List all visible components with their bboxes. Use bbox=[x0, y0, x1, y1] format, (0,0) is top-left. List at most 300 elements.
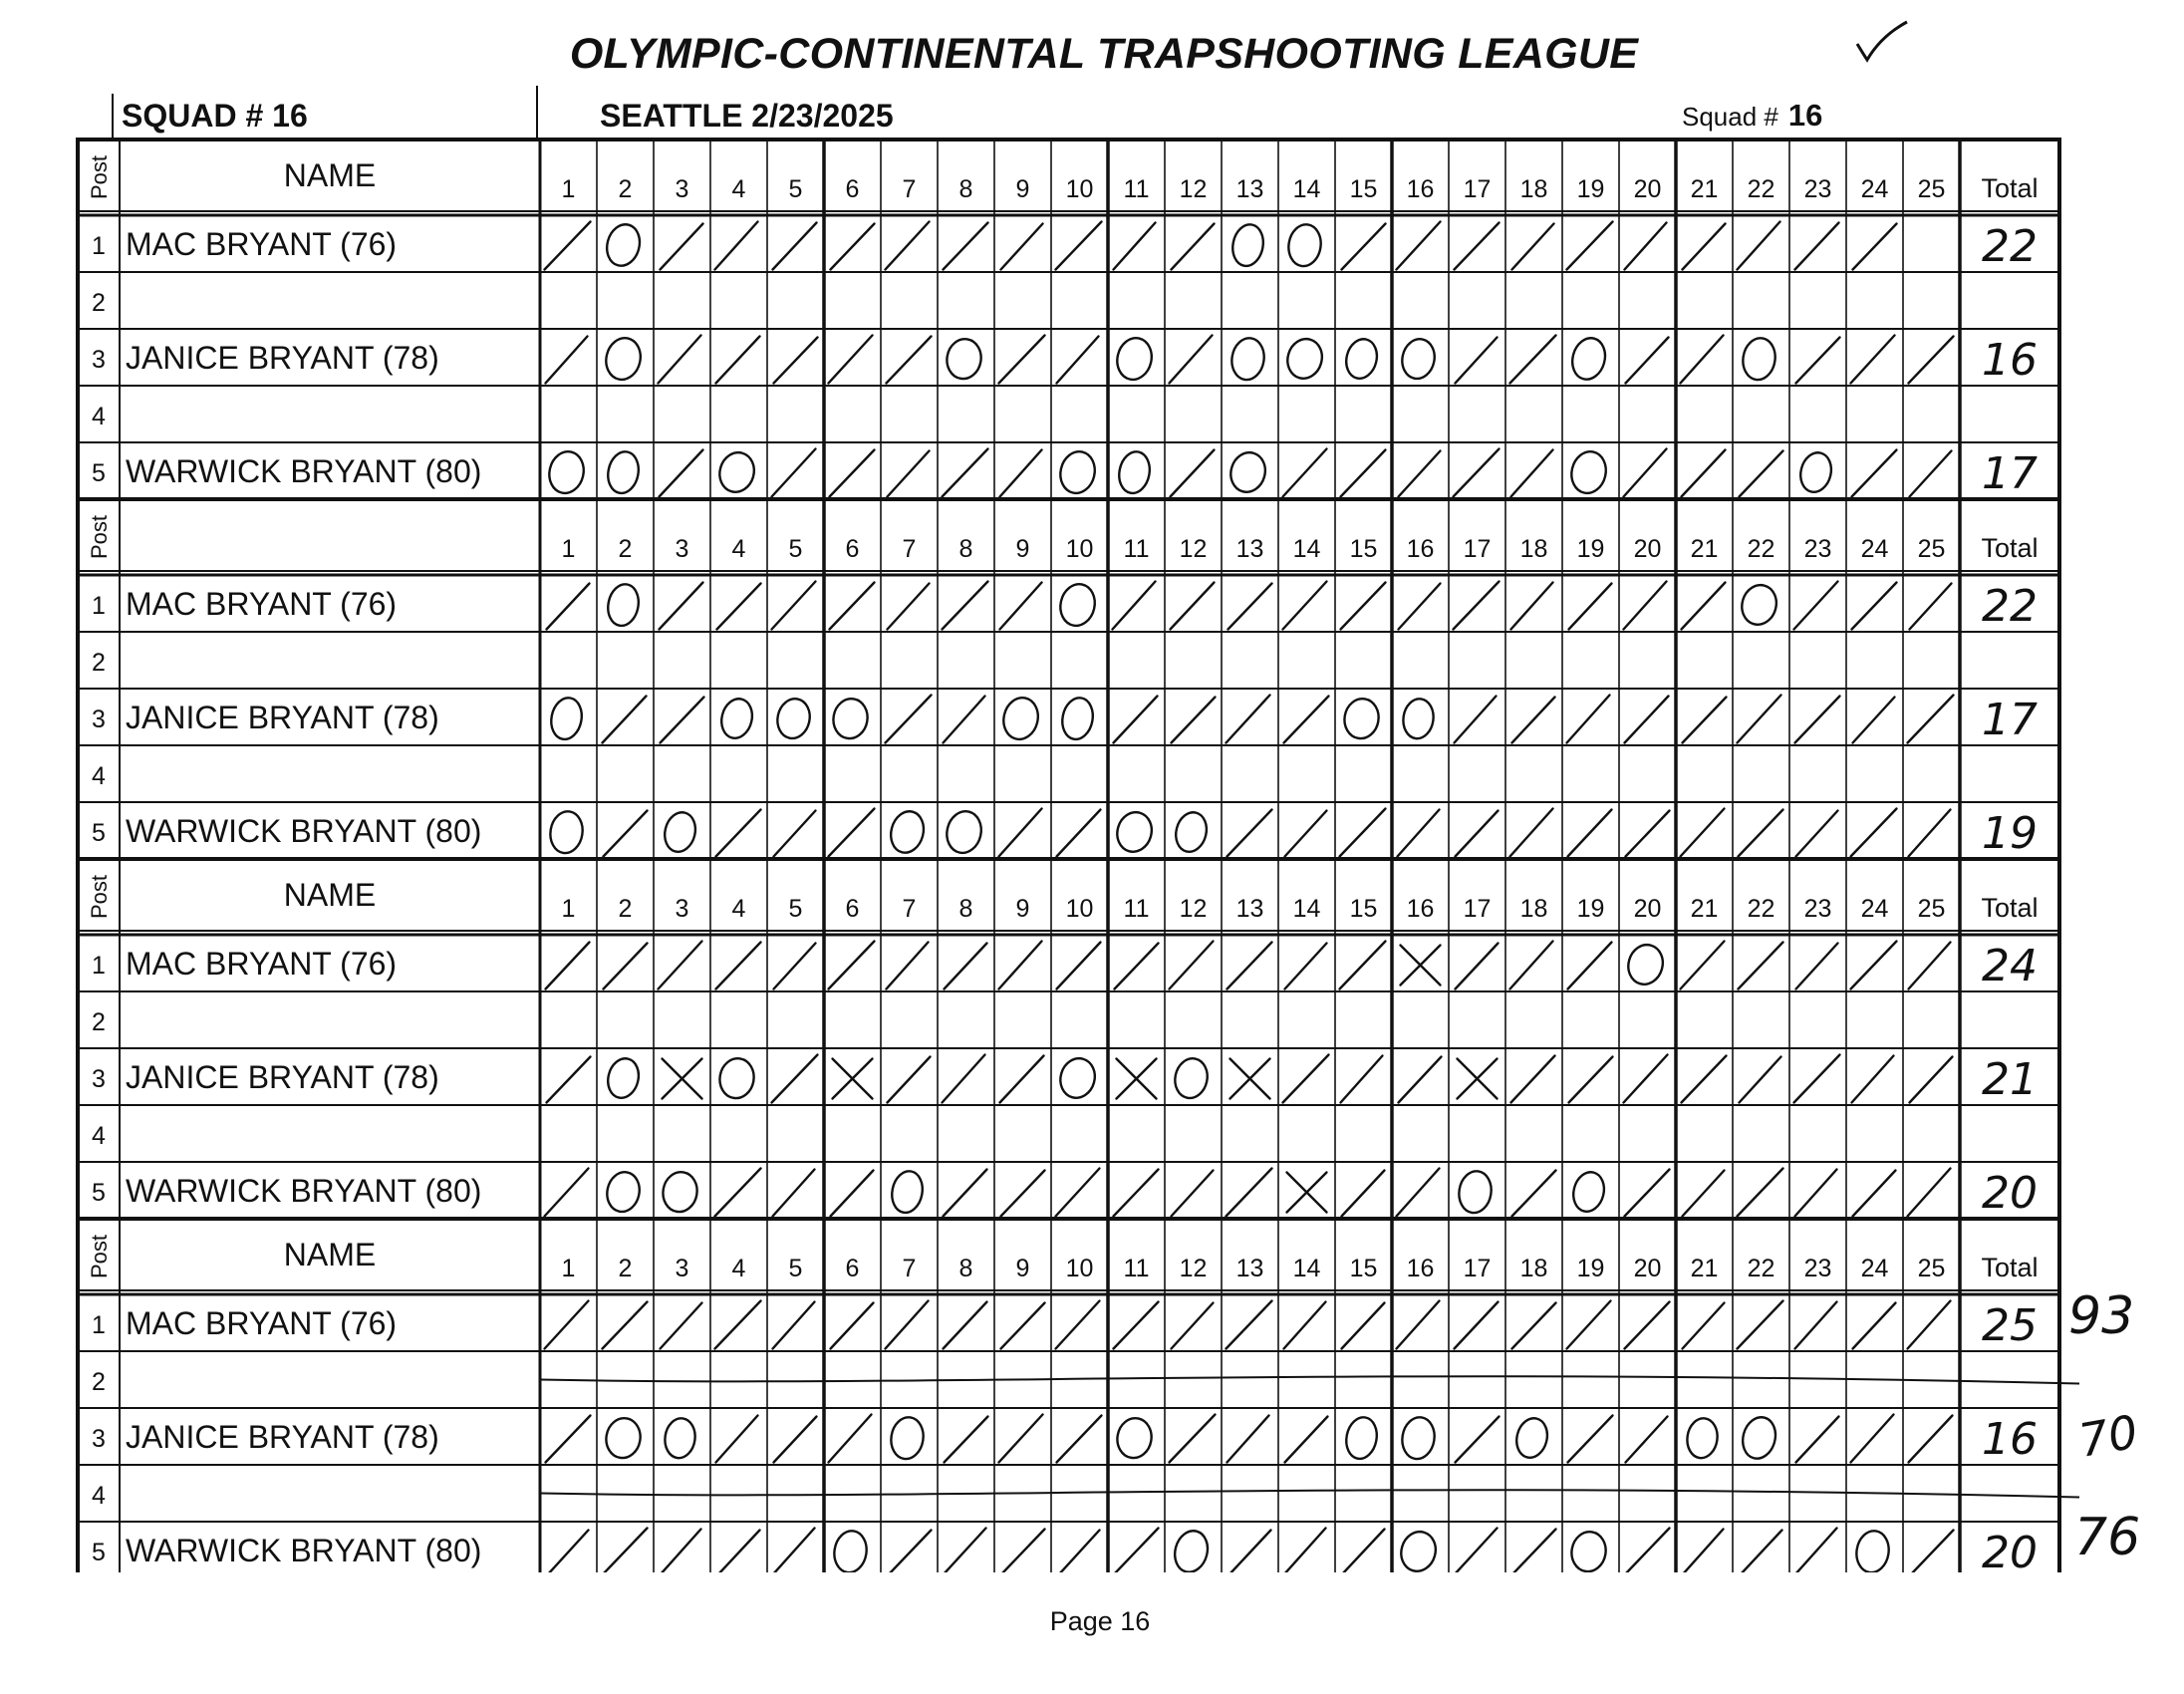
hit-mark bbox=[1795, 1170, 1837, 1217]
target-number: 12 bbox=[1179, 895, 1208, 923]
header-divider bbox=[112, 94, 114, 138]
target-number: 5 bbox=[788, 1255, 803, 1282]
target-number: 23 bbox=[1803, 1255, 1832, 1282]
hit-mark bbox=[1510, 809, 1553, 857]
hit-mark bbox=[886, 696, 932, 743]
target-number: 7 bbox=[902, 175, 917, 203]
hit-mark bbox=[1910, 1057, 1953, 1103]
hit-mark bbox=[716, 943, 761, 989]
target-number: 21 bbox=[1690, 895, 1719, 923]
target-number: 16 bbox=[1406, 175, 1435, 203]
hit-mark bbox=[1511, 1530, 1556, 1573]
round-total: 20 bbox=[1982, 1168, 2038, 1219]
hit-mark bbox=[1851, 809, 1897, 857]
hit-mark bbox=[1682, 450, 1726, 497]
hit-mark bbox=[829, 1415, 872, 1463]
hit-mark bbox=[1626, 338, 1669, 384]
hit-mark bbox=[1456, 811, 1499, 857]
hit-mark bbox=[1283, 582, 1327, 630]
miss-mark bbox=[943, 808, 985, 857]
target-number: 2 bbox=[618, 175, 633, 203]
hit-mark bbox=[1624, 1529, 1670, 1573]
hit-mark bbox=[1283, 449, 1327, 497]
hit-mark bbox=[829, 942, 875, 989]
round-block bbox=[78, 1219, 2079, 1572]
hit-mark bbox=[1113, 1529, 1159, 1573]
hit-mark bbox=[1909, 943, 1951, 989]
hit-mark bbox=[1170, 942, 1214, 989]
hit-mark bbox=[1909, 810, 1951, 857]
hit-mark bbox=[1567, 222, 1613, 270]
hit-mark bbox=[888, 584, 930, 630]
hit-mark bbox=[1057, 810, 1101, 857]
target-number: 21 bbox=[1690, 175, 1719, 203]
hit-mark bbox=[1568, 1416, 1613, 1463]
hit-mark bbox=[545, 1169, 589, 1217]
target-number: 15 bbox=[1349, 175, 1378, 203]
hit-mark bbox=[944, 697, 985, 743]
target-number: 4 bbox=[731, 535, 746, 563]
target-number: 9 bbox=[1015, 175, 1030, 203]
hit-mark bbox=[1738, 696, 1781, 743]
miss-mark bbox=[887, 808, 929, 857]
round-total: 24 bbox=[1982, 941, 2038, 991]
hit-mark bbox=[774, 944, 816, 989]
hit-mark bbox=[773, 223, 817, 270]
hit-mark bbox=[944, 1170, 987, 1217]
hit-mark bbox=[1172, 224, 1215, 270]
target-number: 5 bbox=[788, 535, 803, 563]
miss-mark bbox=[548, 696, 585, 742]
hit-mark bbox=[999, 942, 1042, 989]
hit-mark bbox=[1681, 336, 1724, 384]
target-number: 18 bbox=[1519, 895, 1548, 923]
hit-mark bbox=[1682, 583, 1726, 630]
target-number: 14 bbox=[1292, 175, 1321, 203]
miss-mark bbox=[944, 337, 983, 382]
hit-mark bbox=[1909, 1416, 1953, 1463]
hit-mark bbox=[547, 584, 590, 630]
hit-mark bbox=[1795, 223, 1839, 270]
round-total: 22 bbox=[1982, 221, 2038, 272]
shooter-name: JANICE BRYANT (78) bbox=[126, 700, 439, 735]
hit-mark bbox=[1625, 1170, 1670, 1217]
hit-mark bbox=[1795, 697, 1840, 743]
hit-mark bbox=[1341, 583, 1386, 630]
target-number: 23 bbox=[1803, 535, 1832, 563]
miss-mark bbox=[889, 1169, 926, 1216]
hit-mark bbox=[1114, 1170, 1159, 1217]
hit-mark bbox=[1397, 1169, 1440, 1217]
hit-mark bbox=[1056, 1301, 1100, 1349]
target-number: 6 bbox=[845, 535, 860, 563]
hit-mark bbox=[829, 809, 875, 857]
hit-mark bbox=[886, 222, 930, 270]
target-number: 25 bbox=[1917, 895, 1946, 923]
hit-mark bbox=[546, 1416, 591, 1463]
sheet-header bbox=[112, 86, 2064, 138]
hit-mark bbox=[1399, 451, 1441, 497]
hit-mark bbox=[830, 583, 875, 630]
hit-mark bbox=[1456, 338, 1498, 384]
target-number: 7 bbox=[902, 535, 917, 563]
target-number: 8 bbox=[958, 175, 973, 203]
hit-mark bbox=[1625, 697, 1669, 743]
hit-mark bbox=[1340, 942, 1386, 989]
miss-mark bbox=[1056, 448, 1099, 497]
target-number: 25 bbox=[1917, 175, 1946, 203]
round-total: 16 bbox=[1982, 1414, 2038, 1465]
hit-mark bbox=[1511, 450, 1553, 497]
squad-number-box bbox=[1682, 98, 1822, 134]
hit-mark bbox=[999, 1415, 1043, 1463]
hit-mark bbox=[830, 450, 875, 497]
hit-mark bbox=[1170, 336, 1213, 384]
target-number: 24 bbox=[1860, 895, 1889, 923]
post-header: Post bbox=[87, 514, 112, 560]
hit-mark bbox=[1000, 583, 1042, 630]
hit-mark bbox=[943, 582, 988, 630]
hit-mark bbox=[1568, 943, 1612, 989]
target-number: 6 bbox=[845, 175, 860, 203]
hit-mark bbox=[943, 1055, 985, 1103]
miss-mark bbox=[888, 1415, 926, 1461]
hit-mark bbox=[1626, 1417, 1668, 1463]
hit-mark bbox=[1056, 222, 1102, 270]
miss-mark bbox=[663, 1416, 697, 1460]
hit-mark bbox=[716, 337, 760, 384]
hit-mark bbox=[886, 1301, 929, 1349]
shooter-name: JANICE BRYANT (78) bbox=[126, 1059, 439, 1095]
page-number: Page 16 bbox=[1049, 1606, 1151, 1636]
hit-mark bbox=[831, 224, 875, 270]
target-number: 7 bbox=[902, 1255, 917, 1282]
target-number: 22 bbox=[1747, 175, 1775, 203]
post-number: 1 bbox=[92, 952, 106, 980]
hit-mark bbox=[1228, 943, 1272, 989]
hit-mark bbox=[1852, 450, 1897, 497]
hit-mark bbox=[603, 1302, 648, 1349]
target-number: 15 bbox=[1349, 1255, 1378, 1282]
target-number: 16 bbox=[1406, 535, 1435, 563]
post-number: 2 bbox=[92, 1008, 106, 1036]
hit-mark bbox=[772, 1529, 815, 1573]
hit-mark bbox=[1794, 1055, 1840, 1103]
post-number: 3 bbox=[92, 706, 106, 733]
target-number: 2 bbox=[618, 1255, 633, 1282]
hit-mark bbox=[1510, 942, 1553, 989]
post-number: 4 bbox=[92, 403, 106, 430]
hit-mark bbox=[1057, 943, 1101, 989]
hit-mark bbox=[1908, 696, 1954, 743]
hit-mark bbox=[1569, 1057, 1613, 1103]
hit-mark bbox=[1113, 582, 1156, 630]
hit-mark bbox=[1001, 1303, 1045, 1349]
hit-mark bbox=[774, 1417, 817, 1463]
target-number: 25 bbox=[1917, 1255, 1946, 1282]
hit-mark bbox=[829, 336, 873, 384]
hit-mark bbox=[1624, 582, 1667, 630]
hit-mark bbox=[1285, 811, 1327, 857]
hit-mark bbox=[1851, 942, 1897, 989]
hit-mark bbox=[1454, 449, 1500, 497]
hit-mark bbox=[999, 336, 1045, 384]
post-header: Post bbox=[87, 1234, 112, 1279]
shooter-name: MAC BRYANT (76) bbox=[126, 1305, 398, 1341]
post-number: 4 bbox=[92, 1482, 106, 1510]
target-number: 25 bbox=[1917, 535, 1946, 563]
hit-mark bbox=[1512, 1171, 1556, 1217]
target-number: 20 bbox=[1633, 535, 1662, 563]
hit-mark bbox=[715, 1301, 761, 1349]
hit-mark bbox=[1228, 810, 1272, 857]
hit-mark bbox=[1228, 584, 1272, 630]
hit-mark bbox=[1455, 1302, 1499, 1349]
hit-mark bbox=[1114, 697, 1158, 743]
target-number: 4 bbox=[731, 895, 746, 923]
target-number: 24 bbox=[1860, 1255, 1889, 1282]
hit-mark bbox=[1624, 449, 1667, 497]
target-number: 20 bbox=[1633, 175, 1662, 203]
hit-mark bbox=[831, 1171, 874, 1217]
target-number: 19 bbox=[1576, 1255, 1605, 1282]
target-number: 9 bbox=[1015, 535, 1030, 563]
miss-mark bbox=[603, 1416, 643, 1461]
hit-mark bbox=[1567, 696, 1610, 743]
post-number: 4 bbox=[92, 1122, 106, 1150]
hit-mark bbox=[1851, 1415, 1894, 1463]
hit-mark bbox=[1681, 809, 1725, 857]
target-number: 6 bbox=[845, 1255, 860, 1282]
miss-mark bbox=[1056, 1054, 1100, 1102]
hit-mark bbox=[1852, 583, 1897, 630]
target-number: 22 bbox=[1747, 1255, 1775, 1282]
hit-mark bbox=[659, 942, 702, 989]
post-number: 2 bbox=[92, 289, 106, 317]
squad-label: SQUAD # 16 bbox=[122, 98, 308, 134]
event-location-date: SEATTLE 2/23/2025 bbox=[600, 98, 894, 134]
hit-mark bbox=[1285, 1417, 1328, 1463]
hit-mark bbox=[1057, 337, 1099, 384]
hit-mark bbox=[1908, 1301, 1951, 1349]
shooter-name: MAC BRYANT (76) bbox=[126, 946, 398, 982]
target-number: 17 bbox=[1463, 895, 1492, 923]
hit-mark bbox=[943, 1529, 986, 1573]
post-number: 1 bbox=[92, 232, 106, 260]
hit-mark bbox=[1796, 811, 1838, 857]
target-number: 13 bbox=[1235, 535, 1264, 563]
target-number: 7 bbox=[902, 895, 917, 923]
miss-mark bbox=[1172, 809, 1211, 855]
miss-mark bbox=[1568, 1530, 1608, 1572]
miss-mark bbox=[602, 335, 645, 384]
hit-mark bbox=[547, 1057, 591, 1103]
target-number: 17 bbox=[1463, 1255, 1492, 1282]
hit-mark bbox=[772, 1055, 818, 1103]
hit-mark bbox=[945, 1417, 988, 1463]
target-number: 23 bbox=[1803, 895, 1832, 923]
hit-mark bbox=[1455, 223, 1500, 270]
hit-mark bbox=[1001, 224, 1043, 270]
round-total: 19 bbox=[1982, 808, 2038, 859]
hit-mark bbox=[1397, 1301, 1440, 1349]
post-number: 5 bbox=[92, 1179, 106, 1207]
hit-mark bbox=[545, 1301, 589, 1349]
miss-mark bbox=[1113, 808, 1157, 856]
miss-mark bbox=[1227, 448, 1270, 496]
hit-mark bbox=[1794, 582, 1838, 630]
post-header: Post bbox=[87, 154, 112, 200]
hit-mark bbox=[1683, 224, 1726, 270]
header-divider bbox=[536, 86, 538, 140]
hit-mark bbox=[887, 337, 932, 384]
miss-mark bbox=[715, 448, 759, 496]
miss-mark bbox=[1685, 1416, 1720, 1460]
target-number: 19 bbox=[1576, 175, 1605, 203]
miss-mark bbox=[660, 1170, 699, 1215]
miss-mark bbox=[1512, 1415, 1551, 1461]
round-total: 21 bbox=[1982, 1054, 2038, 1105]
hit-mark bbox=[1511, 583, 1553, 630]
miss-mark bbox=[999, 695, 1042, 743]
miss-mark bbox=[1285, 222, 1323, 268]
target-number: 14 bbox=[1292, 535, 1321, 563]
target-number: 12 bbox=[1179, 1255, 1208, 1282]
miss-mark bbox=[605, 449, 642, 496]
hit-mark bbox=[1738, 1301, 1783, 1349]
miss-mark bbox=[1399, 336, 1439, 382]
hit-mark bbox=[1000, 1530, 1045, 1573]
target-number: 11 bbox=[1123, 1255, 1150, 1282]
target-number: 10 bbox=[1065, 895, 1094, 923]
miss-mark bbox=[716, 1056, 756, 1101]
hit-mark bbox=[1683, 698, 1727, 743]
target-number: 1 bbox=[561, 175, 576, 203]
hit-mark bbox=[1456, 944, 1499, 989]
miss-mark bbox=[1228, 336, 1266, 382]
round-total: 16 bbox=[1982, 335, 2038, 386]
hit-mark bbox=[1454, 1529, 1498, 1573]
hit-mark bbox=[1740, 1057, 1781, 1103]
hit-mark bbox=[1567, 1301, 1611, 1349]
target-number: 1 bbox=[561, 895, 576, 923]
hit-mark bbox=[831, 1303, 874, 1349]
miss-mark bbox=[661, 809, 699, 855]
target-number: 22 bbox=[1747, 895, 1775, 923]
target-number: 13 bbox=[1235, 1255, 1264, 1282]
hit-mark bbox=[1172, 1303, 1214, 1349]
miss-mark bbox=[1059, 696, 1096, 742]
hit-mark bbox=[773, 1302, 815, 1349]
hit-mark bbox=[1171, 583, 1215, 630]
hit-mark bbox=[545, 222, 591, 270]
target-number: 10 bbox=[1065, 535, 1094, 563]
strike-line bbox=[540, 1376, 2079, 1383]
hit-mark bbox=[1283, 1055, 1329, 1103]
hit-mark bbox=[1342, 1303, 1385, 1349]
target-number: 24 bbox=[1860, 175, 1889, 203]
check-mark-icon bbox=[1851, 18, 1911, 68]
target-number: 11 bbox=[1123, 535, 1150, 563]
score-grid bbox=[76, 138, 2084, 1572]
shooter-name: JANICE BRYANT (78) bbox=[126, 340, 439, 376]
name-header: NAME bbox=[283, 877, 377, 913]
target-number: 19 bbox=[1576, 895, 1605, 923]
miss-mark bbox=[1283, 335, 1327, 383]
hit-mark bbox=[1172, 698, 1216, 743]
hit-mark bbox=[943, 449, 988, 497]
hit-mark bbox=[1681, 942, 1725, 989]
target-number: 5 bbox=[788, 175, 803, 203]
miss-mark bbox=[1114, 1416, 1154, 1461]
hit-mark bbox=[1114, 223, 1156, 270]
post-number: 3 bbox=[92, 346, 106, 374]
miss-mark bbox=[1342, 336, 1381, 382]
post-number: 4 bbox=[92, 762, 106, 790]
miss-mark bbox=[1397, 1528, 1441, 1572]
target-number: 12 bbox=[1179, 175, 1208, 203]
hit-mark bbox=[1284, 1302, 1326, 1349]
target-number: 1 bbox=[561, 1255, 576, 1282]
hit-mark bbox=[1796, 1417, 1839, 1463]
miss-mark bbox=[1569, 1169, 1608, 1215]
miss-mark bbox=[604, 1169, 644, 1215]
hit-mark bbox=[1568, 810, 1612, 857]
round-total: 25 bbox=[1982, 1300, 2038, 1351]
hit-mark bbox=[1511, 1056, 1555, 1103]
miss-mark bbox=[717, 696, 756, 741]
target-number: 10 bbox=[1065, 175, 1094, 203]
miss-mark bbox=[603, 221, 645, 270]
hit-mark bbox=[1285, 944, 1327, 989]
hit-mark bbox=[888, 451, 930, 497]
hit-mark bbox=[1341, 450, 1386, 497]
hit-mark bbox=[1738, 1169, 1783, 1217]
miss-mark bbox=[1341, 697, 1381, 741]
hit-mark bbox=[603, 697, 647, 743]
hit-mark bbox=[717, 1531, 760, 1573]
target-number: 8 bbox=[958, 535, 973, 563]
target-number: 9 bbox=[1015, 1255, 1030, 1282]
hit-mark bbox=[660, 450, 703, 497]
hit-mark bbox=[1853, 224, 1897, 270]
hit-mark bbox=[1057, 1416, 1102, 1463]
hit-mark bbox=[1739, 943, 1783, 989]
hit-mark bbox=[1683, 1171, 1725, 1217]
squad-number-label: Squad # bbox=[1682, 102, 1778, 132]
round-total: 17 bbox=[1982, 448, 2038, 499]
target-number: 18 bbox=[1519, 1255, 1548, 1282]
side-total-warwick: 76 bbox=[2074, 1508, 2141, 1567]
shooter-name: WARWICK BRYANT (80) bbox=[126, 1533, 482, 1568]
hit-mark bbox=[1852, 1056, 1894, 1103]
hit-mark bbox=[1454, 582, 1500, 630]
miss-mark bbox=[1401, 697, 1436, 740]
miss-mark bbox=[1399, 1415, 1437, 1461]
total-header: Total bbox=[1981, 1253, 2039, 1282]
hit-mark bbox=[1399, 1057, 1442, 1103]
hit-mark bbox=[888, 1057, 931, 1103]
hit-mark bbox=[1001, 1171, 1045, 1217]
post-number: 5 bbox=[92, 459, 106, 487]
hit-mark bbox=[1342, 224, 1386, 270]
hit-mark bbox=[1512, 224, 1554, 270]
hit-mark bbox=[1796, 338, 1840, 384]
hit-mark bbox=[604, 811, 648, 857]
target-number: 3 bbox=[675, 1255, 689, 1282]
hit-mark bbox=[1455, 697, 1497, 743]
hit-mark bbox=[661, 1303, 702, 1349]
